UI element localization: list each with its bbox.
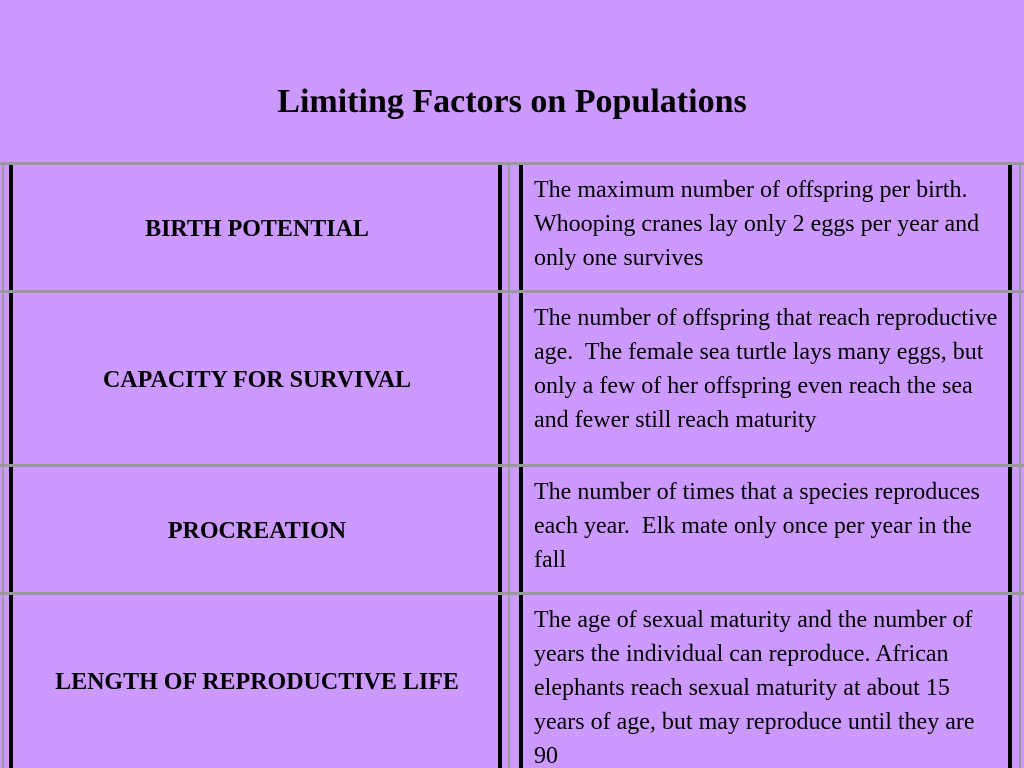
grid-line (1019, 595, 1021, 768)
description-cell: The number of offspring that reach reproductive age. The female sea turtle lays many eggs, but only a few of her offspring even reach the sea and fewer still reach maturity (534, 305, 1004, 433)
grid-line (508, 595, 510, 768)
term-cell: CAPACITY FOR SURVIVAL (102, 367, 412, 393)
description-cell: The maximum number of offspring per birth. Whooping cranes lay only 2 eggs per year and only one survives (534, 177, 986, 271)
grid-line (2, 165, 4, 293)
grid-line (9, 293, 13, 467)
table-row (0, 162, 1024, 293)
table-row (0, 290, 1024, 467)
grid-line (9, 467, 13, 595)
term-cell: PROCREATION (167, 518, 347, 544)
grid-line (519, 467, 523, 595)
grid-line (2, 595, 4, 768)
grid-line (519, 293, 523, 467)
grid-line (2, 293, 4, 467)
grid-line (508, 293, 510, 467)
grid-line (9, 165, 13, 293)
grid-line (508, 467, 510, 595)
term-cell: LENGTH OF REPRODUCTIVE LIFE (55, 668, 459, 695)
description-cell: The number of times that a species reproduces each year. Elk mate only once per year in the fall (534, 479, 986, 573)
grid-line (1019, 467, 1021, 595)
description-cell: The age of sexual maturity and the number of years the individual can reproduce. African elephants reach sexual maturity at about 15 years of age, but may reproduce until they are 90 (534, 607, 981, 768)
term-cell: BIRTH POTENTIAL (145, 216, 369, 242)
grid-line (9, 595, 13, 768)
grid-line (2, 467, 4, 595)
table-row (0, 464, 1024, 595)
grid-line (519, 595, 523, 768)
table-row (0, 592, 1024, 768)
grid-line (508, 165, 510, 293)
grid-line (1019, 293, 1021, 467)
slide-title: Limiting Factors on Populations (277, 83, 747, 120)
grid-line (519, 165, 523, 293)
grid-line (1019, 165, 1021, 293)
